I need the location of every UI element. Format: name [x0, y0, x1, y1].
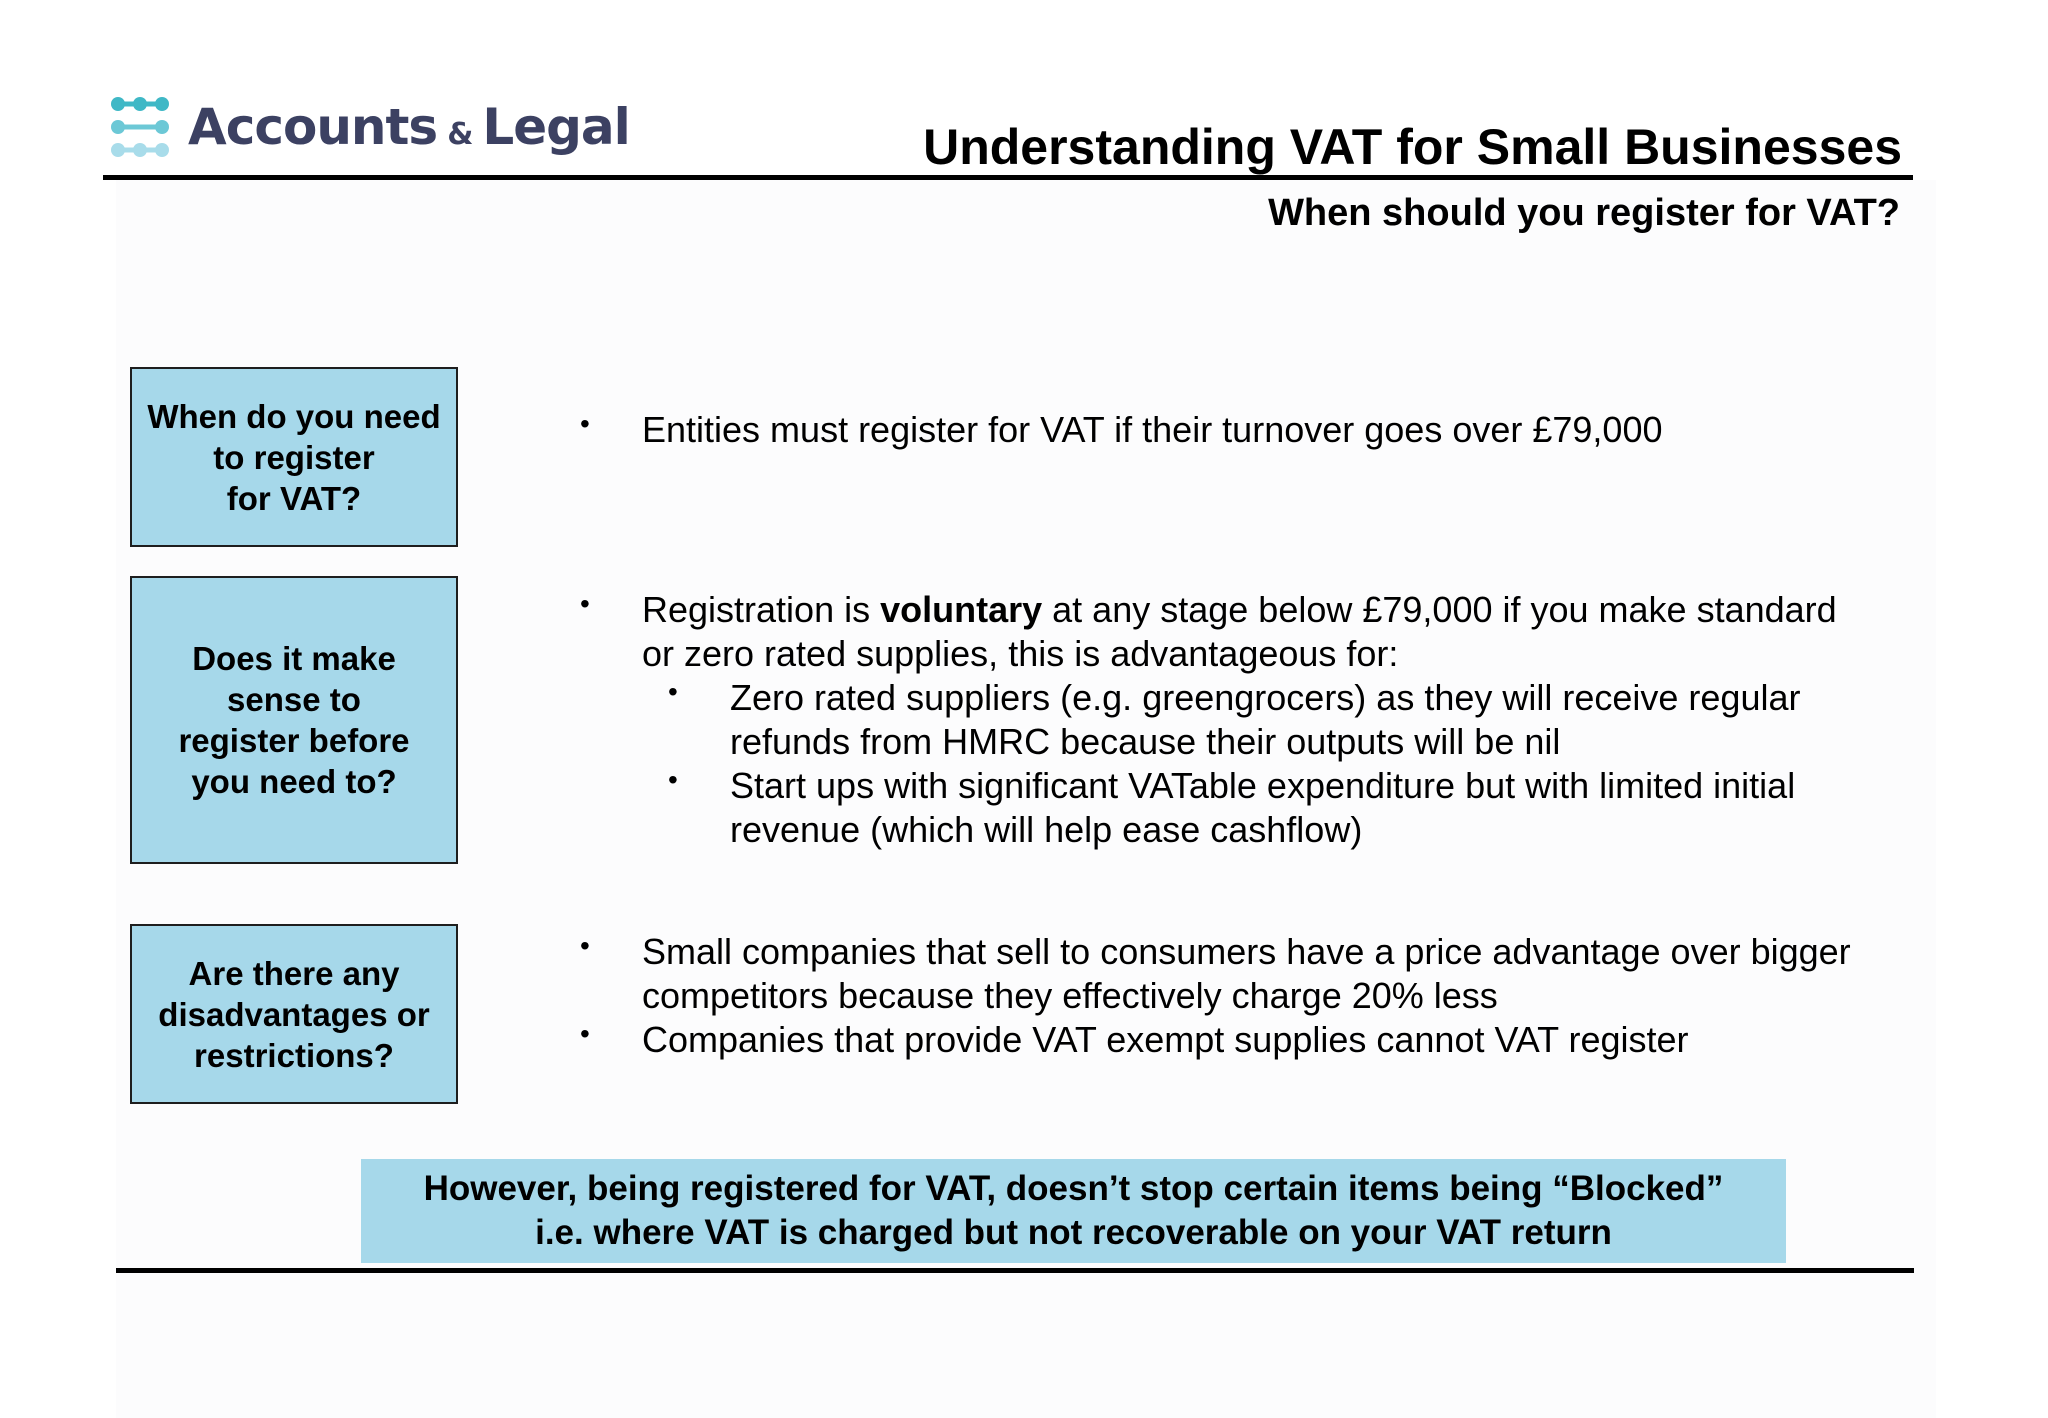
accounts-legal-logo [110, 92, 630, 162]
bullet-text: • Small companies that sell to consumers have a price advantage over bigger [642, 931, 1851, 972]
answer-register-early [580, 588, 1940, 852]
blocked-items-callout [361, 1159, 1786, 1263]
logo-word-legal: Legal [482, 98, 630, 156]
question-line: restrictions? [194, 1036, 394, 1074]
question-line: disadvantages or [158, 995, 430, 1033]
answer-when-register [580, 408, 1940, 452]
sub-bullet-item [580, 676, 1940, 764]
logo-word-accounts: Accounts [188, 98, 438, 156]
question-line: When do you need [147, 397, 441, 435]
bullet-text: or zero rated supplies, this is advantageous for: [642, 633, 1399, 674]
question-box-disadvantages [130, 924, 458, 1104]
bullet-text: • Companies that provide VAT exempt supplies cannot VAT register [642, 1019, 1689, 1060]
question-line: Does it make [192, 640, 396, 677]
logo-wordmark [188, 98, 630, 156]
bullet-text-part: at any stage below £79,000 if you make standard [1042, 589, 1837, 630]
bottom-divider [116, 1268, 1914, 1273]
logo-ampersand: & [447, 117, 473, 152]
question-line: you need to? [191, 763, 397, 800]
callout-line: However, being registered for VAT, doesn’t stop certain items being “Blocked” [423, 1169, 1724, 1208]
page-subtitle: When should you register for VAT? [1268, 192, 1900, 234]
bullet-text: • Entities must register for VAT if their turnover goes over £79,000 [642, 409, 1663, 450]
top-divider [103, 175, 1913, 180]
dots-and-lines-logo-icon [110, 94, 170, 160]
callout-line: i.e. where VAT is charged but not recoverable on your VAT return [535, 1213, 1612, 1252]
question-line: to register [213, 438, 375, 476]
bullet-text: competitors because they effectively charge 20% less [642, 975, 1498, 1016]
bullet-item [580, 408, 1940, 452]
sub-bullet-text: revenue (which will help ease cashflow) [730, 809, 1363, 850]
bullet-item [580, 1018, 1940, 1062]
question-line: Are there any [188, 954, 400, 992]
answer-disadvantages [580, 930, 1940, 1062]
question-line: register before [178, 722, 410, 759]
bullet-item [580, 930, 1940, 1018]
question-box-register-early [130, 576, 458, 864]
page-title: Understanding VAT for Small Businesses [923, 119, 1902, 175]
question-line: for VAT? [226, 479, 362, 517]
question-line: sense to [227, 681, 361, 718]
sub-bullet-text: refunds from HMRC because their outputs will be nil [730, 721, 1561, 762]
bullet-text [642, 588, 1940, 632]
bullet-text-emphasis: voluntary [880, 589, 1043, 630]
bullet-text-part: Registration is [642, 589, 881, 630]
sub-bullet-text: • Start ups with significant VATable expenditure but with limited initial [730, 765, 1796, 806]
bullet-item [580, 588, 1940, 676]
sub-bullet-item [580, 764, 1940, 852]
question-box-when-register [130, 367, 458, 547]
sub-bullet-text: • Zero rated suppliers (e.g. greengrocers) as they will receive regular [730, 677, 1801, 718]
